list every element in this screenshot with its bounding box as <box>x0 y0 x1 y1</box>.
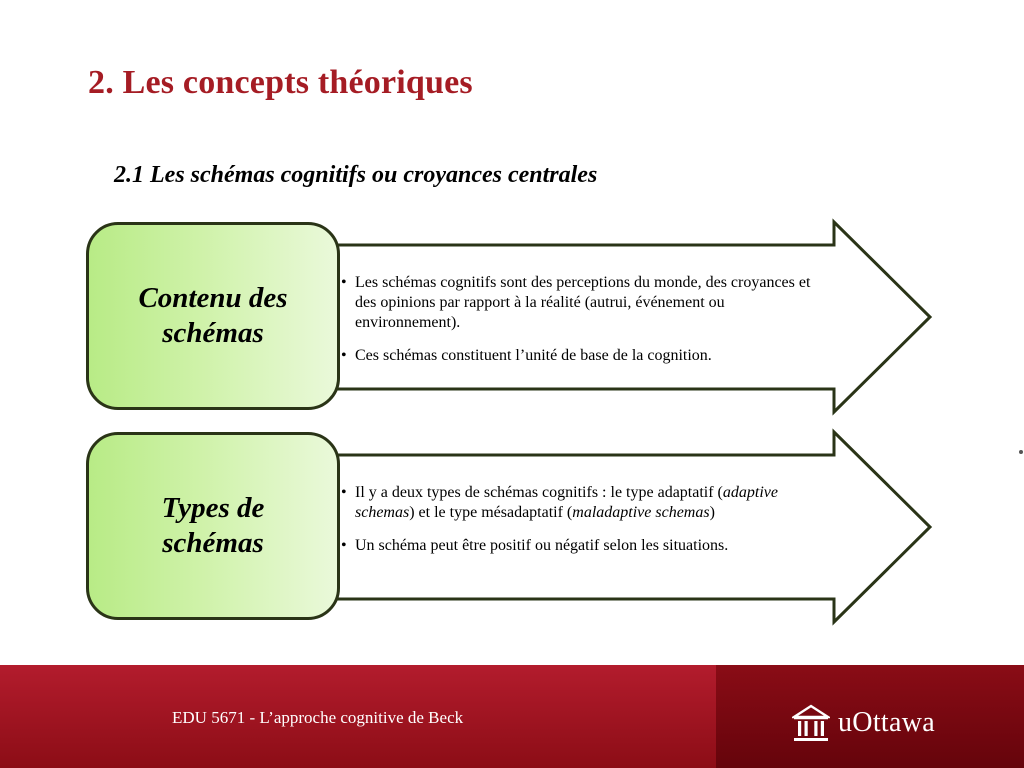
bullet-item: • Il y a deux types de schémas cognitifs : le type adaptatif (adaptive schemas) et le type mésadaptatif (maladaptive schemas) <box>340 483 830 523</box>
card-contenu-label: Contenu des schémas <box>138 282 288 349</box>
slide-title: 2. Les concepts théoriques <box>88 64 473 101</box>
bullet-item: • Un schéma peut être positif ou négatif selon les situations. <box>340 536 830 556</box>
uottawa-logo <box>792 703 935 743</box>
card-types-label: Types de schémas <box>161 492 265 559</box>
building-icon <box>792 703 830 743</box>
footer-band <box>0 665 1024 768</box>
edge-dot <box>1019 450 1023 454</box>
footer-course-title: EDU 5671 - L’approche cognitive de Beck <box>172 708 464 727</box>
bullet-item: • Les schémas cognitifs sont des perceptions du monde, des croyances et des opinions par rapport à la réalité (autrui, événement ou environnement). <box>340 273 830 333</box>
slide-subtitle: 2.1 Les schémas cognitifs ou croyances centrales <box>114 162 598 188</box>
bullet-item: • Ces schémas constituent l’unité de base de la cognition. <box>340 346 830 366</box>
bullets-types <box>340 483 830 569</box>
card-types <box>86 432 340 620</box>
logo-wordmark: uOttawa <box>838 707 935 738</box>
bullets-contenu <box>340 273 830 379</box>
card-contenu <box>86 222 340 410</box>
